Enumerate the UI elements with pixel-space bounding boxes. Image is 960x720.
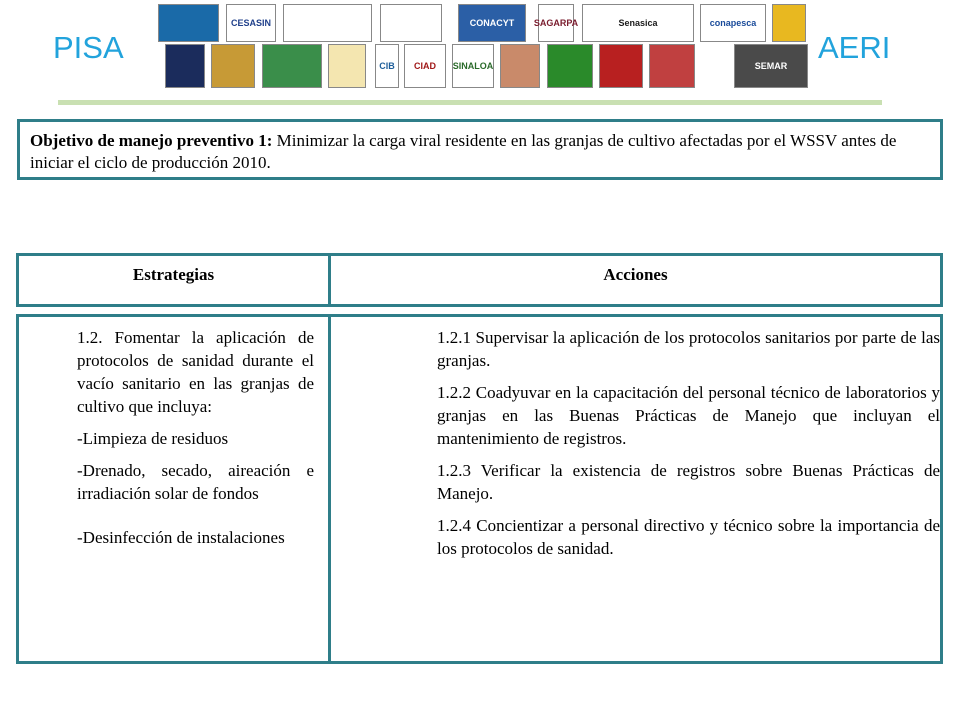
- conacyt-logo: [458, 4, 526, 42]
- aeri-title: AERI: [818, 30, 891, 65]
- actions-cell: [331, 317, 940, 661]
- action-item: 1.2.4 Concientizar a personal directivo y técnico sobre la importancia de los protocolos de sanidad.: [437, 516, 940, 558]
- cib-logo: [375, 44, 399, 88]
- sanidad-logo: [380, 4, 442, 42]
- comite-logo: [158, 4, 219, 42]
- action-item: 1.2.3 Verificar la existencia de registros sobre Buenas Prácticas de Manejo.: [437, 461, 940, 503]
- strategy-intro: 1.2. Fomentar la aplicación de protocolos de sanidad durante el vacío sanitario en las granjas de cultivo que incluya:: [77, 328, 314, 416]
- semar-logo: [734, 44, 808, 88]
- objective-text: Minimizar la carga viral residente en las granjas de cultivo afectadas por el WSSV antes de iniciar el ciclo de producción 2010.: [30, 131, 897, 172]
- cib-logo-text: CIB: [379, 60, 395, 71]
- strategy-item: -Drenado, secado, aireación e irradiación solar de fondos: [77, 461, 314, 503]
- ciad-logo: [404, 44, 446, 88]
- objective-box: [17, 119, 943, 180]
- sinaloa-logo-text: SINALOA: [452, 60, 494, 71]
- semar-logo-text: SEMAR: [754, 60, 788, 71]
- table-header: [16, 253, 943, 307]
- divider-line: [58, 100, 882, 105]
- gold-seal-logo: [649, 44, 695, 88]
- crest-logo: [328, 44, 366, 88]
- shield-logo: [772, 4, 806, 42]
- strategies-cell: [19, 317, 331, 661]
- red-seal-logo: [599, 44, 643, 88]
- objective-label: Objetivo de manejo preventivo 1:: [30, 131, 273, 150]
- header-strategies: Estrategias: [19, 256, 331, 304]
- sinaloa-logo: [452, 44, 494, 88]
- action-item: 1.2.2 Coadyuvar en la capacitación del personal técnico de laboratorios y granjas en las Buenas Prácticas de Manejo que incluyan el mantenimiento de registros.: [437, 383, 940, 448]
- glyph-logo: [500, 44, 540, 88]
- ciad-logo-text: CIAD: [414, 60, 436, 71]
- unam-logo: [165, 44, 205, 88]
- cesasin-logo-text: CESASIN: [230, 17, 271, 28]
- emblem-logo: [211, 44, 255, 88]
- sagarpa-logo-text: SAGARPA: [533, 17, 579, 28]
- senasica-logo: [582, 4, 694, 42]
- cesasin-logo: [226, 4, 276, 42]
- conapesca-logo-text: conapesca: [709, 17, 757, 28]
- strategy-item: -Desinfección de instalaciones: [77, 528, 285, 547]
- pisa-title: PISA: [53, 30, 124, 65]
- conapesca-logo: [700, 4, 766, 42]
- header-actions: Acciones: [603, 265, 668, 284]
- table-body: [16, 314, 943, 664]
- round-seal-logo: [547, 44, 593, 88]
- comite-bcs-logo: [283, 4, 372, 42]
- action-item: 1.2.1 Supervisar la aplicación de los protocolos sanitarios por parte de las granjas.: [437, 328, 940, 370]
- conacyt-logo-text: CONACYT: [469, 17, 515, 28]
- senasica-logo-text: Senasica: [618, 17, 658, 28]
- colorful-logo: [262, 44, 322, 88]
- strategy-item: -Limpieza de residuos: [77, 429, 229, 448]
- sagarpa-logo: [533, 4, 579, 42]
